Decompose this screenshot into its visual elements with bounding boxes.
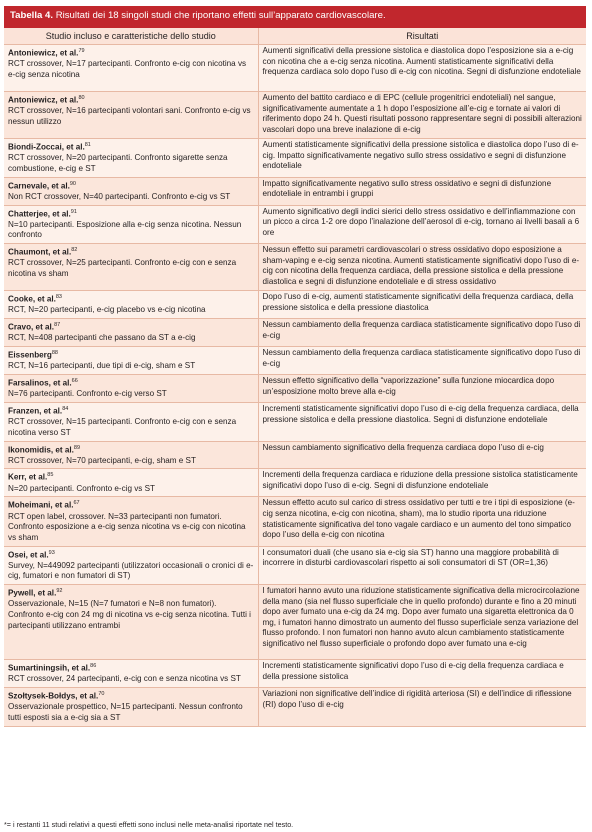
- studies-table: [4, 28, 586, 727]
- study-author-name: Cravo, et al.: [8, 322, 55, 332]
- reference-number: 81: [84, 142, 91, 148]
- document-page: [4, 6, 586, 727]
- study-author: [8, 46, 254, 59]
- study-cell: [4, 139, 258, 178]
- study-author: [8, 207, 254, 220]
- result-text: Incrementi statisticamente significativi dopo l’uso di e-cig della frequenza cardiaca, della pressione sistolica e della pressione diastolica. Segni di disfunzione endoteliale: [262, 404, 579, 424]
- reference-number: 82: [71, 247, 78, 253]
- result-cell: [258, 403, 586, 442]
- study-description: RCT crossover, 24 partecipanti, e-cig con e senza nicotina vs ST: [8, 674, 241, 684]
- result-text: Nessun cambiamento della frequenza cardiaca statisticamente significativo dopo l’uso di e-cig: [262, 348, 581, 368]
- result-cell: [258, 469, 586, 497]
- reference-number: 70: [98, 691, 105, 697]
- study-author-name: Szołtysek-Bołdys, et al.: [8, 691, 99, 701]
- reference-number: 87: [54, 322, 61, 328]
- study-author: [8, 689, 254, 702]
- result-text: Impatto significativamente negativo sullo stress ossidativo e segni di disfunzione endoteliale in entrambi i gruppi: [262, 178, 552, 199]
- result-text: Incrementi statisticamente significativi dopo l’uso di e-cig della frequenza cardiaca e della pressione sistolica: [262, 661, 564, 681]
- study-cell: [4, 205, 258, 244]
- study-cell: [4, 546, 258, 585]
- result-text: Variazioni non significative dell’indice di rigidità arteriosa (SI) e dell’indice di riflessione (RI) dopo l’uso di e-cig: [262, 689, 572, 709]
- study-description: N=10 partecipanti. Esposizione alla e-cig senza nicotina. Nessun confronto: [8, 219, 242, 240]
- reference-number: 66: [71, 378, 78, 384]
- result-text: Dopo l’uso di e-cig, aumenti statisticamente significativi della frequenza cardiaca, della pressione sistolica e della pressione diastolica: [262, 292, 574, 312]
- reference-number: 86: [90, 663, 97, 669]
- table-row: [4, 139, 586, 178]
- study-cell: [4, 469, 258, 497]
- table-row: [4, 291, 586, 319]
- result-text: Aumento del battito cardiaco e di EPC (cellule progenitrici endoteliali) nel sangue, significativamente aumentate a 1 h dopo l’esposizione all’e-cig e tornate ai valori di riferimento dopo 24 h. Questi risultati possono rappresentare segni di possibili alterazioni vascolari dopo una breve inalazione di e-cig: [262, 93, 582, 134]
- reference-number: 92: [56, 588, 63, 594]
- results-column-header: Risultati: [258, 28, 586, 45]
- study-author-name: Chatterjee, et al.: [8, 209, 71, 219]
- table-header-row: [4, 28, 586, 45]
- table-row: [4, 205, 586, 244]
- table-row: [4, 177, 586, 205]
- study-description: Osservazionale prospettico, N=15 partecipanti. Nessun confronto tutti esposti sia a e-cig sia a ST: [8, 702, 243, 722]
- study-author-name: Kerr, et al.: [8, 473, 48, 483]
- study-description: RCT crossover, N=70 partecipanti, e-cig, sham e ST: [8, 455, 196, 465]
- study-description: RCT crossover, N=16 partecipanti volontari sani. Confronto e-cig vs nessun utilizzo: [8, 106, 251, 126]
- reference-number: 91: [70, 208, 77, 215]
- study-author: [8, 348, 254, 361]
- result-cell: [258, 375, 586, 403]
- result-cell: [258, 347, 586, 375]
- table-row: [4, 688, 586, 727]
- reference-number: 93: [48, 549, 55, 556]
- table-row: [4, 497, 586, 546]
- study-cell: [4, 45, 258, 92]
- study-description: N=20 partecipanti. Confronto e-cig vs ST: [8, 483, 155, 493]
- study-author-name: Farsalinos, et al.: [8, 378, 72, 388]
- study-author-name: Cooke, et al.: [8, 294, 56, 304]
- study-cell: [4, 177, 258, 205]
- result-text: Incrementi della frequenza cardiaca e riduzione della pressione sistolica statisticamente significativi dopo l’uso di e-cig. Segni di disfunzione endoteliale: [262, 470, 578, 490]
- study-cell: [4, 688, 258, 727]
- result-cell: [258, 139, 586, 178]
- table-row: [4, 441, 586, 469]
- study-author-name: Chaumont, et al.: [8, 247, 72, 257]
- result-text: Aumenti significativi della pressione sistolica e diastolica dopo l’esposizione sia a e-cig con nicotina che a e-cig senza nicotina. Aumenti statisticamente significativi della frequenza cardiaca solo dopo l’uso di e-cig con nicotina. Segni di disfunzione endoteliale: [262, 46, 581, 77]
- study-author-name: Eissenberg: [8, 350, 52, 360]
- study-author: [8, 661, 254, 674]
- result-cell: [258, 441, 586, 469]
- study-author-name: Sumartiningsih, et al.: [8, 663, 91, 673]
- study-description: Non RCT crossover, N=40 partecipanti. Confronto e-cig vs ST: [8, 191, 231, 201]
- result-cell: [258, 177, 586, 205]
- table-row: [4, 546, 586, 585]
- study-description: RCT, N=20 partecipanti, e-cig placebo vs e-cig nicotina: [8, 305, 206, 315]
- study-description: Survey, N=449092 partecipanti (utilizzatori occasionali o cronici di e-cig, fumatori e non fumatori di ST): [8, 560, 254, 581]
- table-row: [4, 375, 586, 403]
- result-cell: [258, 291, 586, 319]
- result-text: Nessun effetto sui parametri cardiovascolari o stress ossidativo dopo esposizione a sham-vaping e e-cig senza nicotina. Aumenti statisticamente significativi dopo l’uso di e-cig con nicotina della frequenza cardiaca, della pressione sistolica e della pressione diastolica e segni di disfunzione endoteliale e di stress ossidativo: [262, 245, 580, 286]
- reference-number: 84: [62, 406, 69, 412]
- study-author: [8, 498, 254, 511]
- study-author-name: Moheimani, et al.: [8, 501, 74, 511]
- study-description: RCT crossover, N=20 partecipanti. Confronto sigarette senza combustione, e-cig e ST: [8, 153, 228, 173]
- study-author: [8, 140, 254, 153]
- study-description: RCT, N=408 partecipanti che passano da ST a e-cig: [8, 333, 196, 343]
- result-cell: [258, 45, 586, 92]
- study-author-name: Biondi-Zoccai, et al.: [8, 142, 85, 152]
- study-author: [8, 443, 254, 456]
- study-cell: [4, 92, 258, 139]
- study-cell: [4, 585, 258, 660]
- study-cell: [4, 660, 258, 688]
- study-cell: [4, 375, 258, 403]
- study-cell: [4, 291, 258, 319]
- study-description: RCT crossover, N=25 partecipanti. Confronto e-cig con e senza nicotina vs sham: [8, 258, 237, 278]
- table-row: [4, 45, 586, 92]
- table-row: [4, 660, 586, 688]
- result-cell: [258, 244, 586, 291]
- reference-number: 83: [55, 294, 62, 300]
- reference-number: 80: [78, 95, 85, 101]
- study-cell: [4, 319, 258, 347]
- table-title: Risultati dei 18 singoli studi che riportano effetti sull’apparato cardiovascolare.: [55, 10, 386, 21]
- study-cell: [4, 403, 258, 442]
- result-text: Nessun cambiamento della frequenza cardiaca statisticamente significativo dopo l’uso di e-cig: [262, 320, 581, 340]
- study-cell: [4, 497, 258, 546]
- table-row: [4, 403, 586, 442]
- study-cell: [4, 441, 258, 469]
- study-author: [8, 470, 254, 483]
- study-author-name: Antoniewicz, et al.: [8, 48, 79, 58]
- result-cell: [258, 546, 586, 585]
- reference-number: 88: [51, 350, 58, 356]
- study-author: [8, 404, 254, 417]
- study-cell: [4, 347, 258, 375]
- result-cell: [258, 497, 586, 546]
- study-description: RCT, N=16 partecipanti, due tipi di e-cig, sham e ST: [8, 361, 196, 371]
- study-author-name: Franzen, et al.: [8, 406, 63, 416]
- result-cell: [258, 585, 586, 660]
- result-text: Nessun effetto significativo della “vaporizzazione” sulla funzione miocardica dopo un’esposizione molto breve alla e-cig: [262, 376, 555, 396]
- result-cell: [258, 319, 586, 347]
- footnote: *= i restanti 11 studi relativi a questi effetti sono inclusi nelle meta-analisi riportate nel testo.: [4, 820, 294, 829]
- study-description: RCT crossover, N=15 partecipanti. Confronto e-cig con e senza nicotina verso ST: [8, 417, 237, 437]
- result-text: Aumento significativo degli indici sierici dello stress ossidativo e dell’infiammazione con un picco a circa 1-2 ore dopo l’inalazione dell’aerosol di e-cig, tornano ai livelli basali a 6 ore: [262, 206, 580, 237]
- table-row: [4, 319, 586, 347]
- study-column-header: Studio incluso e caratteristiche dello studio: [4, 28, 258, 45]
- reference-number: 79: [78, 48, 85, 54]
- table-row: [4, 347, 586, 375]
- reference-number: 89: [73, 444, 81, 451]
- study-author: [8, 292, 254, 305]
- study-author: [8, 586, 254, 599]
- study-description: Osservazionale, N=15 (N=7 fumatori e N=8 non fumatori). Confronto e-cig con 24 mg di nicotina vs e-cig senza nicotina. Tutti i partecipanti utilizzano entrambi: [8, 599, 251, 630]
- reference-number: 90: [69, 180, 76, 187]
- result-text: Aumenti statisticamente significativi della pressione sistolica e diastolica dopo l’uso di e-cig. Impatto significativamente negativo sullo stress ossidativo e segni di disfunzione endoteliale: [262, 140, 579, 171]
- table-body: [4, 45, 586, 727]
- study-author: [8, 245, 254, 258]
- table-title-bar: [4, 6, 586, 28]
- study-author: [8, 548, 254, 561]
- result-text: Nessun cambiamento significativo della frequenza cardiaca dopo l’uso di e-cig: [262, 442, 544, 452]
- study-description: RCT crossover, N=17 partecipanti. Confronto e-cig con nicotina vs e-cig senza nicotina: [8, 59, 247, 79]
- study-author-name: Osei, et al.: [8, 550, 49, 560]
- table-row: [4, 585, 586, 660]
- study-author: [8, 320, 254, 333]
- study-description: N=76 partecipanti. Confronto e-cig verso ST: [8, 389, 167, 399]
- study-cell: [4, 244, 258, 291]
- reference-number: 85: [47, 472, 54, 479]
- result-text: I consumatori duali (che usano sia e-cig sia ST) hanno una maggiore probabilità di incorrere in disturbi cardiovascolari rispetto ai soli consumatori di ST (OR=1,36): [262, 547, 559, 568]
- study-author: [8, 376, 254, 389]
- result-text: I fumatori hanno avuto una riduzione statisticamente significativa della microcircolazione della mano (sia nel flusso superficiale che in quello profondo) durante e fino a 20 minuti dopo aver fumato una e-cig da 24 mg. Dopo aver fumato una sigaretta elettronica da 0 mg, i fumatori hanno dimostrato un aumento del flusso superficiale senza variazione del flusso profondo. I non fumatori non hanno avuto alcun cambiamento statisticamente significativo nel flusso superficiale o profondo dopo aver fumato una e-cig: [262, 586, 580, 648]
- study-author-name: Ikonomidis, et al.: [8, 445, 74, 455]
- study-author-name: Carnevale, et al.: [8, 181, 70, 191]
- reference-number: 67: [73, 500, 80, 507]
- study-description: RCT open label, crossover. N=33 partecipanti non fumatori. Confronto esposizione a e-cig senza nicotina vs e-cig con nicotina vs sham: [8, 511, 246, 542]
- study-author-name: Antoniewicz, et al.: [8, 95, 79, 105]
- table-row: [4, 244, 586, 291]
- result-cell: [258, 688, 586, 727]
- result-cell: [258, 92, 586, 139]
- table-number: Tabella 4.: [10, 10, 54, 21]
- study-author: [8, 179, 254, 192]
- study-author-name: Pywell, et al.: [8, 588, 57, 598]
- result-cell: [258, 205, 586, 244]
- result-text: Nessun effetto acuto sul carico di stress ossidativo per tutti e tre i tipi di esposizione (e-cig senza nicotina, e-cig con nicotina, sham), ma lo studio riporta una riduzione statisticamente significativa del tono vagale cardiaco e un aumento del tono simpatico dopo l’uso della e-cig con nicotina: [262, 498, 575, 540]
- table-row: [4, 469, 586, 497]
- table-row: [4, 92, 586, 139]
- study-author: [8, 93, 254, 106]
- result-cell: [258, 660, 586, 688]
